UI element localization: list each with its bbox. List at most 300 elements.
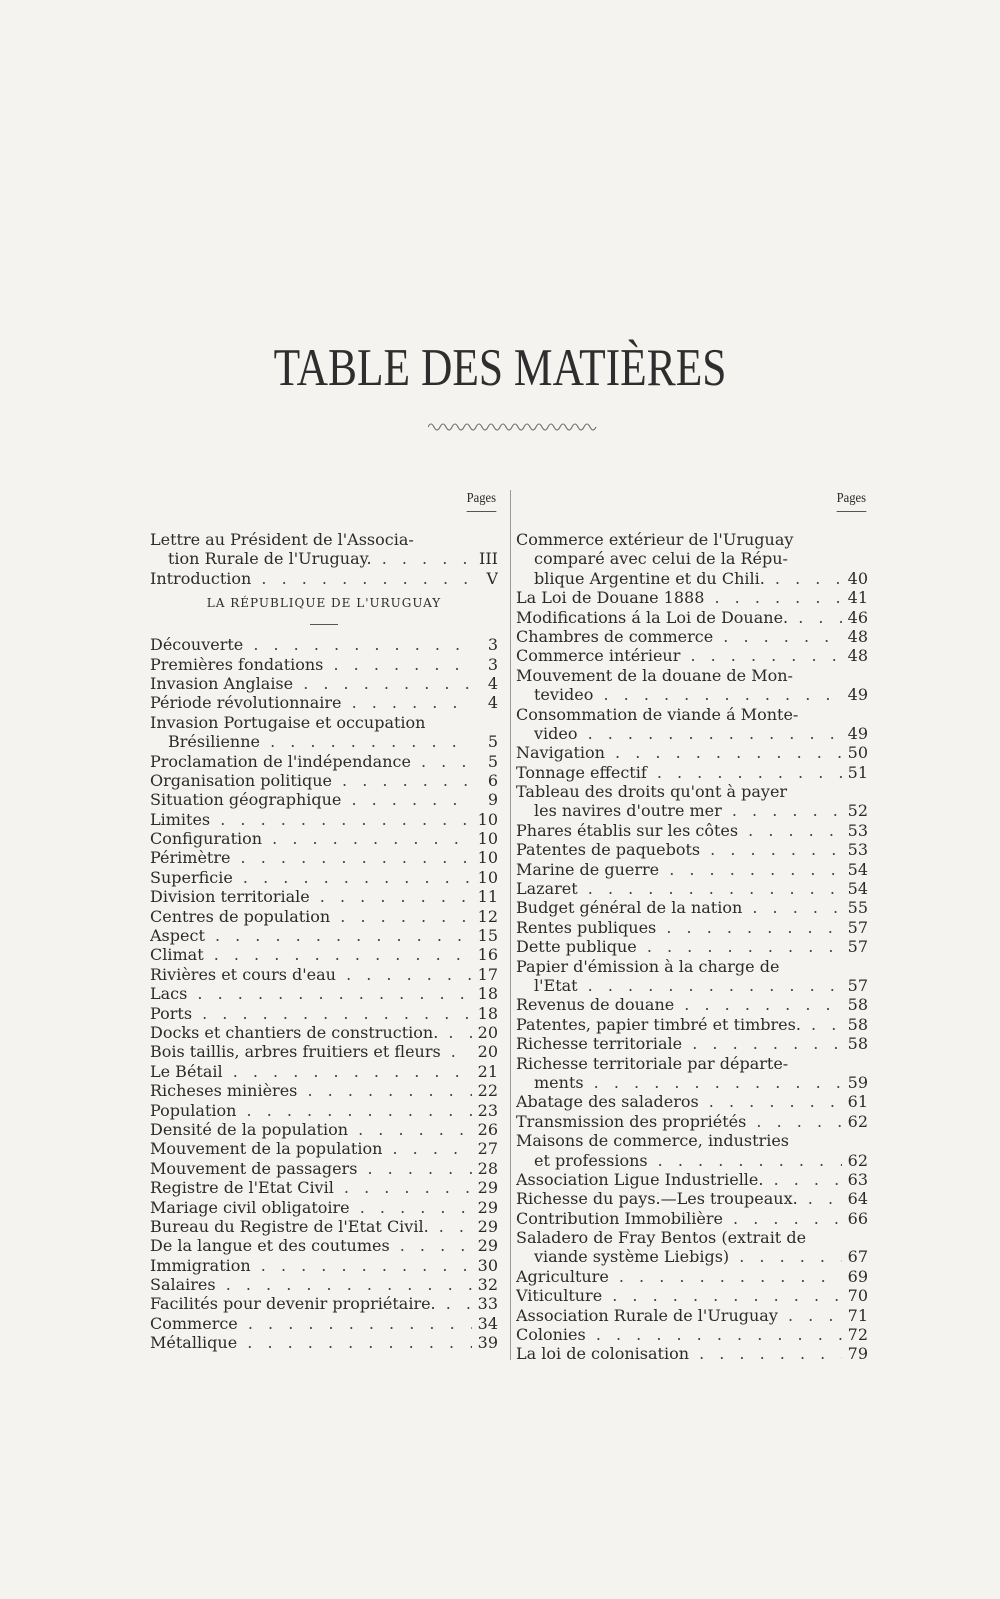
toc-page-number: 11 xyxy=(477,887,498,907)
toc-page-number: 58 xyxy=(847,995,868,1015)
toc-entry[interactable] xyxy=(150,752,498,771)
toc-page-number: 52 xyxy=(847,801,868,821)
dot-leader xyxy=(192,1004,472,1023)
toc-entry-title: Tableau des droits qu'ont à payer xyxy=(516,782,788,802)
toc-page-number: 15 xyxy=(477,926,498,946)
toc-page-number: 33 xyxy=(477,1294,498,1314)
dot-leader xyxy=(656,918,842,937)
dot-leader xyxy=(297,1081,472,1100)
dot-leader xyxy=(334,1178,472,1197)
toc-page-number: V xyxy=(486,568,498,588)
toc-entry[interactable] xyxy=(150,713,498,752)
toc-entry[interactable] xyxy=(516,1034,868,1053)
toc-entry-title: tion Rurale de l'Uruguay. xyxy=(168,549,372,569)
toc-page-number: 29 xyxy=(477,1216,498,1236)
toc-entry-title: Découverte xyxy=(150,635,244,655)
dot-leader xyxy=(689,1344,842,1363)
toc-entry[interactable] xyxy=(516,918,868,937)
toc-page-number: 29 xyxy=(477,1178,498,1198)
toc-page-number: 5 xyxy=(487,732,498,752)
toc-page-number: 39 xyxy=(477,1333,498,1353)
toc-entry-title: Périmètre xyxy=(150,848,231,868)
toc-entry-title: Rentes publiques xyxy=(516,917,657,937)
toc-entry[interactable] xyxy=(516,1344,868,1363)
toc-entry-title: Invasion Portugaise et occupation xyxy=(150,712,426,732)
dot-leader xyxy=(723,1209,842,1228)
toc-entry[interactable] xyxy=(516,627,868,646)
toc-entry[interactable] xyxy=(150,848,498,867)
toc-page-number: 4 xyxy=(487,693,498,713)
dot-leader xyxy=(586,1325,842,1344)
toc-entry-title: les navires d'outre mer xyxy=(534,801,722,821)
dot-leader xyxy=(441,1042,472,1061)
toc-entry-title: Papier d'émission à la charge de xyxy=(516,956,780,976)
toc-page-number: 21 xyxy=(477,1061,498,1081)
toc-page-number: 10 xyxy=(477,867,498,887)
toc-entry[interactable] xyxy=(516,957,868,996)
toc-entry[interactable] xyxy=(516,1170,868,1189)
dot-leader xyxy=(609,1267,842,1286)
toc-page-number: 40 xyxy=(847,568,868,588)
toc-entry[interactable] xyxy=(150,1159,498,1178)
toc-entry-title: et professions xyxy=(534,1150,648,1170)
toc-page-number: 49 xyxy=(847,723,868,743)
toc-entry[interactable] xyxy=(516,1131,868,1170)
toc-entry-title: Climat xyxy=(150,945,204,965)
toc-entry-title: tevideo xyxy=(534,685,594,705)
toc-page-number: 46 xyxy=(847,607,868,627)
toc-entry[interactable] xyxy=(150,635,498,654)
toc-entry[interactable] xyxy=(516,763,868,782)
dot-leader xyxy=(187,984,472,1003)
dot-leader xyxy=(704,588,842,607)
toc-entry-title: Patentes de paquebots xyxy=(516,840,701,860)
toc-entry[interactable] xyxy=(516,705,868,744)
toc-entry[interactable] xyxy=(516,860,868,879)
toc-entry[interactable] xyxy=(516,898,868,917)
toc-entry[interactable] xyxy=(516,1325,868,1344)
toc-entry[interactable] xyxy=(150,1042,498,1061)
toc-entry[interactable] xyxy=(516,1054,868,1093)
dot-leader xyxy=(729,1247,842,1266)
toc-page-number: 54 xyxy=(847,859,868,879)
toc-entry[interactable] xyxy=(516,1015,868,1034)
toc-page-number: 57 xyxy=(847,937,868,957)
section-rule xyxy=(310,624,338,625)
toc-entry-title: Phares établis sur les côtes xyxy=(516,820,739,840)
toc-entry-title: Viticulture xyxy=(516,1286,603,1306)
toc-entry-title: Tonnage effectif xyxy=(516,762,647,782)
toc-entry-title: Division territoriale xyxy=(150,887,310,907)
toc-entry-title: Navigation xyxy=(516,743,605,763)
dot-leader xyxy=(205,926,472,945)
toc-entry[interactable] xyxy=(150,1062,498,1081)
dot-leader xyxy=(647,763,842,782)
toc-entry-title: Maisons de commerce, industries xyxy=(516,1131,789,1151)
dot-leader xyxy=(578,976,842,995)
toc-entry-title: La loi de colonisation xyxy=(516,1344,689,1364)
dot-leader xyxy=(700,840,842,859)
toc-entry[interactable] xyxy=(150,868,498,887)
dot-leader xyxy=(341,790,472,809)
toc-entry[interactable] xyxy=(150,1333,498,1352)
toc-page-number: 32 xyxy=(477,1275,498,1295)
dot-leader xyxy=(332,771,472,790)
dot-leader xyxy=(713,627,842,646)
dot-leader xyxy=(738,821,842,840)
toc-list-front-matter xyxy=(150,530,498,588)
dot-leader xyxy=(357,1159,472,1178)
toc-entry[interactable] xyxy=(150,887,498,906)
toc-entry-title: Richesse territoriale par départe- xyxy=(516,1053,789,1073)
toc-entry[interactable] xyxy=(516,1189,868,1208)
toc-entry-title: Consommation de viande á Monte- xyxy=(516,704,799,724)
toc-page-number: 6 xyxy=(487,770,498,790)
dot-leader xyxy=(341,693,472,712)
toc-entry[interactable] xyxy=(150,1314,498,1333)
dot-leader xyxy=(330,907,472,926)
toc-page-number: 66 xyxy=(847,1208,868,1228)
toc-list-republique xyxy=(150,635,498,1352)
toc-entry[interactable] xyxy=(150,1198,498,1217)
toc-entry[interactable] xyxy=(150,945,498,964)
toc-entry[interactable] xyxy=(150,530,498,569)
toc-page-number: 26 xyxy=(477,1119,498,1139)
toc-entry[interactable] xyxy=(150,907,498,926)
dot-leader xyxy=(350,1198,472,1217)
toc-entry[interactable] xyxy=(150,1275,498,1294)
toc-page-number: 62 xyxy=(847,1111,868,1131)
toc-entry-title: Lazaret xyxy=(516,879,578,899)
toc-entry-title: Bureau du Registre de l'Etat Civil. xyxy=(150,1216,429,1236)
dot-leader xyxy=(593,685,842,704)
toc-entry-title: Association Ligue Industrielle. xyxy=(516,1169,764,1189)
toc-entry[interactable] xyxy=(516,937,868,956)
dot-leader xyxy=(262,829,472,848)
toc-entry-title: De la langue et des coutumes xyxy=(150,1236,390,1256)
dot-leader xyxy=(237,1333,472,1352)
toc-entry[interactable] xyxy=(150,829,498,848)
dot-leader xyxy=(584,1073,842,1092)
toc-page-number: 48 xyxy=(847,646,868,666)
toc-entry[interactable] xyxy=(516,588,868,607)
toc-entry-title: Mouvement de passagers xyxy=(150,1158,358,1178)
toc-entry-title: Salaires xyxy=(150,1275,216,1295)
dot-leader xyxy=(204,945,472,964)
toc-right-column xyxy=(516,488,868,1364)
toc-entry-title: Rivières et cours d'eau xyxy=(150,964,336,984)
toc-entry[interactable] xyxy=(150,1101,498,1120)
dot-leader xyxy=(323,655,472,674)
toc-page-number: 53 xyxy=(847,840,868,860)
toc-entry-title: Proclamation de l'indépendance xyxy=(150,751,411,771)
dot-leader xyxy=(372,549,472,568)
toc-entry[interactable] xyxy=(516,821,868,840)
toc-entry-title: Lettre au Président de l'Associa- xyxy=(150,530,414,549)
toc-page-number: 57 xyxy=(847,917,868,937)
dot-leader xyxy=(801,1015,842,1034)
toc-entry-title: Dette publique xyxy=(516,937,637,957)
toc-entry[interactable] xyxy=(516,995,868,1014)
dot-leader xyxy=(251,569,472,588)
dot-leader xyxy=(765,569,842,588)
toc-entry[interactable] xyxy=(516,666,868,705)
toc-page-number: 22 xyxy=(477,1081,498,1101)
toc-entry[interactable] xyxy=(150,1217,498,1236)
toc-entry[interactable] xyxy=(516,1228,868,1267)
toc-page-number: 70 xyxy=(847,1286,868,1306)
toc-entry-title: ments xyxy=(534,1072,584,1092)
toc-page-number: 51 xyxy=(847,762,868,782)
toc-entry[interactable] xyxy=(516,1112,868,1131)
toc-page-number: 17 xyxy=(477,964,498,984)
toc-entry[interactable] xyxy=(516,1209,868,1228)
toc-page-number: 5 xyxy=(487,751,498,771)
toc-entry-title: Organisation politique xyxy=(150,770,332,790)
toc-entry-title: Mouvement de la population xyxy=(150,1139,383,1159)
toc-page-number: 61 xyxy=(847,1092,868,1112)
dot-leader xyxy=(788,608,842,627)
toc-page-number: 20 xyxy=(477,1022,498,1042)
toc-page-number: 10 xyxy=(477,848,498,868)
dot-leader xyxy=(746,1112,842,1131)
dot-leader xyxy=(238,1314,472,1333)
toc-entry-title: Patentes, papier timbré et timbres. xyxy=(516,1014,801,1034)
dot-leader xyxy=(659,860,842,879)
toc-page-number: 10 xyxy=(477,829,498,849)
toc-entry[interactable] xyxy=(150,965,498,984)
toc-entry-title: Modifications á la Loi de Douane. xyxy=(516,607,789,627)
section-heading: LA RÉPUBLIQUE DE L'URUGUAY xyxy=(206,596,442,611)
dot-leader xyxy=(223,1062,472,1081)
toc-entry[interactable] xyxy=(516,840,868,859)
toc-list-commerce xyxy=(516,530,868,1364)
toc-entry-title: Richeses minières xyxy=(150,1081,298,1101)
toc-entry-title: Bois taillis, arbres fruitiers et fleurs xyxy=(150,1042,441,1062)
toc-page-number: 18 xyxy=(477,984,498,1004)
toc-entry-title: Premières fondations xyxy=(150,654,324,674)
toc-entry[interactable] xyxy=(150,655,498,674)
toc-page-number: 12 xyxy=(477,906,498,926)
toc-page-number: 53 xyxy=(847,820,868,840)
toc-entry-title: Saladero de Fray Bentos (extrait de xyxy=(516,1228,807,1248)
toc-page-number: 63 xyxy=(847,1169,868,1189)
dot-leader xyxy=(699,1092,842,1111)
toc-entry[interactable] xyxy=(150,674,498,693)
dot-leader xyxy=(310,887,472,906)
toc-page-number: 9 xyxy=(487,790,498,810)
toc-entry-title: Docks et chantiers de construction. xyxy=(150,1022,439,1042)
toc-page-number: 69 xyxy=(847,1266,868,1286)
dot-leader xyxy=(251,1256,472,1275)
toc-entry-title: Le Bétail xyxy=(150,1061,223,1081)
toc-page-number: 54 xyxy=(847,879,868,899)
toc-entry[interactable] xyxy=(150,1294,498,1313)
toc-entry[interactable] xyxy=(150,810,498,829)
dot-leader xyxy=(233,868,472,887)
toc-entry[interactable] xyxy=(516,1306,868,1325)
toc-entry-title: Association Rurale de l'Uruguay xyxy=(516,1305,778,1325)
dot-leader xyxy=(293,674,472,693)
toc-page-number: 72 xyxy=(847,1325,868,1345)
wavy-ornament-rule xyxy=(428,419,602,433)
toc-entry-title: Registre de l'Etat Civil xyxy=(150,1178,334,1198)
toc-entry[interactable] xyxy=(150,1023,498,1042)
toc-page-number: 58 xyxy=(847,1034,868,1054)
toc-entry[interactable] xyxy=(516,1286,868,1305)
toc-entry[interactable] xyxy=(150,1178,498,1197)
toc-entry-title: Invasion Anglaise xyxy=(150,673,294,693)
toc-entry-title: Ports xyxy=(150,1003,193,1023)
dot-leader xyxy=(682,1034,842,1053)
toc-entry-title: Superficie xyxy=(150,867,233,887)
dot-leader xyxy=(210,810,472,829)
toc-entry[interactable] xyxy=(150,1236,498,1255)
toc-page-number: 23 xyxy=(477,1100,498,1120)
toc-entry-title: viande système Liebigs) xyxy=(534,1247,730,1267)
toc-page-number: 71 xyxy=(847,1305,868,1325)
dot-leader xyxy=(230,848,472,867)
toc-page-number: 16 xyxy=(477,945,498,965)
toc-entry[interactable] xyxy=(516,646,868,665)
toc-page-number: 48 xyxy=(847,626,868,646)
toc-page-number: 28 xyxy=(477,1158,498,1178)
toc-entry-title: Configuration xyxy=(150,829,263,849)
dot-leader xyxy=(438,1023,472,1042)
dot-leader xyxy=(216,1275,472,1294)
toc-page-number: 41 xyxy=(847,588,868,608)
toc-entry-title: Aspect xyxy=(150,926,205,946)
toc-entry-title: Colonies xyxy=(516,1325,586,1345)
toc-entry[interactable] xyxy=(516,879,868,898)
toc-entry[interactable] xyxy=(150,1004,498,1023)
dot-leader xyxy=(260,732,472,751)
toc-entry-title: Centres de population xyxy=(150,906,331,926)
toc-page-number: 67 xyxy=(847,1247,868,1267)
toc-page-number: 10 xyxy=(477,809,498,829)
toc-entry[interactable] xyxy=(150,569,498,588)
toc-entry-title: Densité de la population xyxy=(150,1119,349,1139)
toc-entry-title: Commerce intérieur xyxy=(516,646,681,666)
toc-page-number: 50 xyxy=(847,743,868,763)
dot-leader xyxy=(742,898,842,917)
dot-leader xyxy=(722,801,842,820)
dot-leader xyxy=(348,1120,472,1139)
toc-entry[interactable] xyxy=(516,743,868,762)
dot-leader xyxy=(390,1236,472,1255)
toc-entry[interactable] xyxy=(150,790,498,809)
dot-leader xyxy=(763,1170,842,1189)
toc-entry-title: Métallique xyxy=(150,1333,238,1353)
toc-entry-title: l'Etat xyxy=(534,975,578,995)
toc-entry[interactable] xyxy=(150,926,498,945)
toc-entry[interactable] xyxy=(150,1139,498,1158)
toc-page-number: 49 xyxy=(847,685,868,705)
toc-entry-title: Situation géographique xyxy=(150,790,342,810)
toc-page-number: 57 xyxy=(847,975,868,995)
toc-entry-title: Commerce extérieur de l'Uruguay xyxy=(516,530,794,549)
toc-page-number: 55 xyxy=(847,898,868,918)
column-divider xyxy=(510,490,511,1360)
toc-page-number: 34 xyxy=(477,1313,498,1333)
dot-leader xyxy=(778,1306,842,1325)
dot-leader xyxy=(243,635,472,654)
toc-entry-title: Agriculture xyxy=(516,1266,609,1286)
toc-left-column xyxy=(150,488,498,1353)
toc-entry-title: Marine de guerre xyxy=(516,859,660,879)
toc-entry[interactable] xyxy=(516,608,868,627)
toc-entry-title: Lacs xyxy=(150,984,188,1004)
toc-page-number: 20 xyxy=(477,1042,498,1062)
toc-page-number: 62 xyxy=(847,1150,868,1170)
toc-entry[interactable] xyxy=(516,530,868,588)
toc-entry-title: Contribution Immobilière xyxy=(516,1208,723,1228)
toc-entry-title: Revenus de douane xyxy=(516,995,675,1015)
toc-entry[interactable] xyxy=(150,693,498,712)
toc-page-number: 64 xyxy=(847,1189,868,1209)
toc-entry[interactable] xyxy=(150,1081,498,1100)
toc-entry[interactable] xyxy=(150,1256,498,1275)
dot-leader xyxy=(429,1217,472,1236)
toc-entry[interactable] xyxy=(516,1267,868,1286)
toc-page-number: 27 xyxy=(477,1139,498,1159)
toc-page-number: 59 xyxy=(847,1072,868,1092)
dot-leader xyxy=(578,724,843,743)
toc-entry-title: video xyxy=(534,723,578,743)
toc-page-number: 29 xyxy=(477,1197,498,1217)
toc-entry-title: Richesse territoriale xyxy=(516,1034,683,1054)
toc-entry-title: Limites xyxy=(150,809,211,829)
toc-entry-title: Période révolutionnaire xyxy=(150,693,342,713)
toc-entry[interactable] xyxy=(150,1120,498,1139)
dot-leader xyxy=(382,1139,472,1158)
toc-page-number: 4 xyxy=(487,673,498,693)
toc-entry-title: Abatage des saladeros xyxy=(516,1092,699,1112)
dot-leader xyxy=(648,1151,842,1170)
pages-column-header: Pages xyxy=(150,488,498,510)
toc-entry-title: Mariage civil obligatoire xyxy=(150,1197,350,1217)
toc-page-number: 79 xyxy=(847,1344,868,1364)
dot-leader xyxy=(236,1101,472,1120)
dot-leader xyxy=(605,743,842,762)
dot-leader xyxy=(578,879,842,898)
page-title: TABLE DES MATIÈRES xyxy=(273,339,727,397)
dot-leader xyxy=(336,965,472,984)
toc-entry[interactable] xyxy=(516,782,868,821)
dot-leader xyxy=(436,1294,472,1313)
toc-entry-title: La Loi de Douane 1888 xyxy=(516,588,705,608)
toc-entry-title: Commerce xyxy=(150,1313,238,1333)
toc-entry-title: Population xyxy=(150,1100,237,1120)
toc-entry-title: Brésilienne xyxy=(168,732,260,752)
toc-entry-title: Mouvement de la douane de Mon- xyxy=(516,665,793,685)
dot-leader xyxy=(680,646,842,665)
toc-entry[interactable] xyxy=(150,771,498,790)
toc-entry-title: Richesse du pays.—Les troupeaux. xyxy=(516,1189,798,1209)
toc-entry-title: Transmission des propriétés xyxy=(516,1111,747,1131)
toc-entry-title: blique Argentine et du Chili. xyxy=(534,568,765,588)
toc-entry[interactable] xyxy=(516,1092,868,1111)
toc-page-number: III xyxy=(479,549,498,569)
toc-page-number: 18 xyxy=(477,1003,498,1023)
toc-page-number: 3 xyxy=(487,635,498,655)
toc-entry-title: Budget général de la nation xyxy=(516,898,743,918)
dot-leader xyxy=(411,752,472,771)
dot-leader xyxy=(798,1189,842,1208)
dot-leader xyxy=(637,937,842,956)
toc-page-number: 29 xyxy=(477,1236,498,1256)
toc-entry[interactable] xyxy=(150,984,498,1003)
